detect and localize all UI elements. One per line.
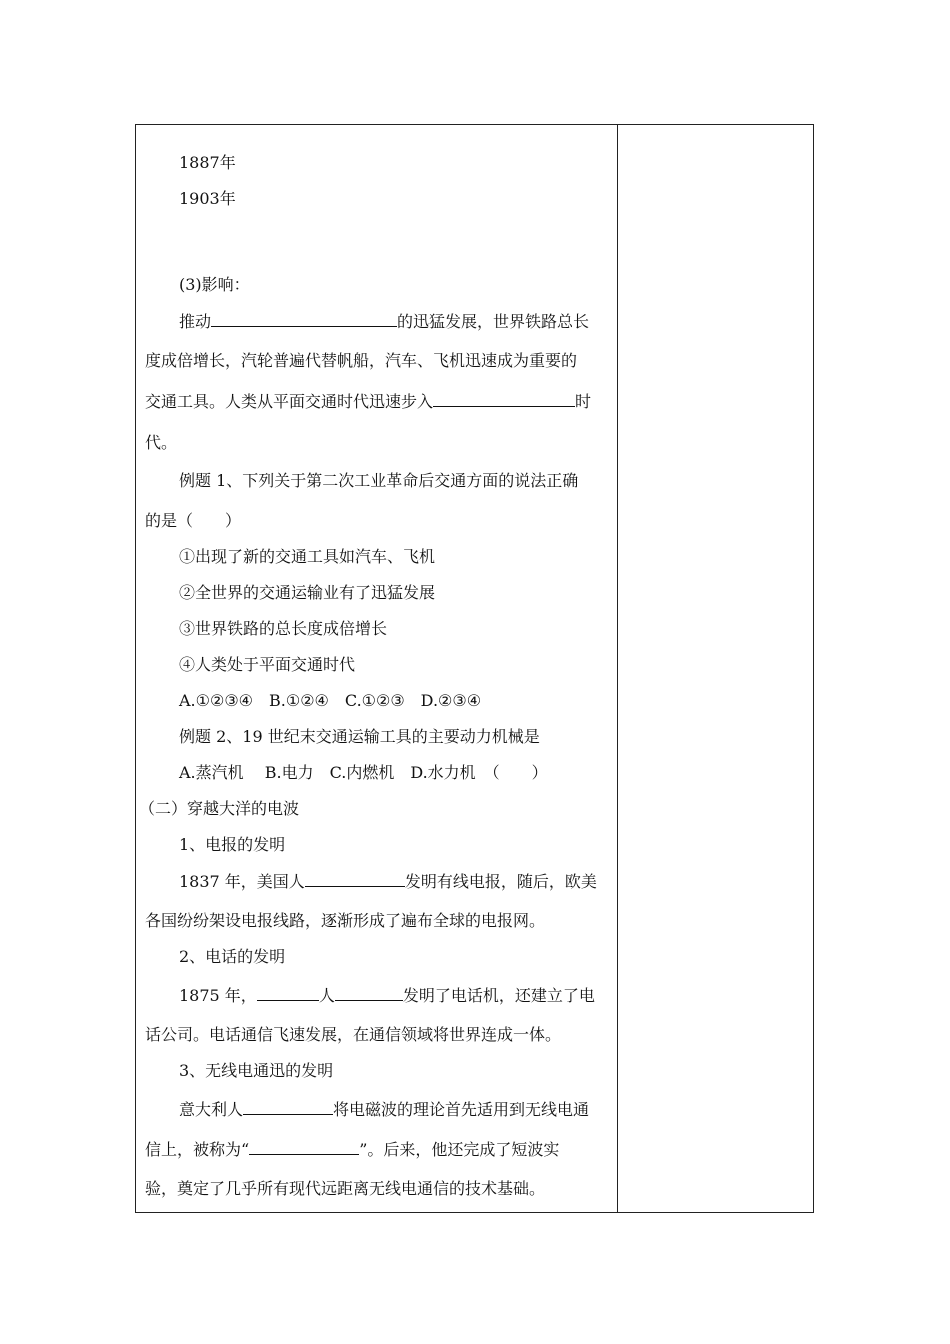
radio-heading: 3、无线电通迅的发明 [179,1061,334,1080]
telegraph-line-2: 各国纷纷架设电报线路，逐渐形成了遍布全球的电报网。 [145,911,546,930]
telegraph-heading: 1、电报的发明 [179,835,286,854]
impact-line-2: 度成倍增长，汽轮普遍代替帆船，汽车、飞机迅速成为重要的 [145,351,578,370]
example-1-line-1: 例题 1、下列关于第二次工业革命后交通方面的说法正确 [179,471,579,490]
blank-field[interactable] [433,391,575,407]
telegraph-line-1: 1837 年，美国人 发明有线电报，随后，欧美 [179,872,597,891]
impact-line-3: 交通工具。人类从平面交通时代迅速步入 时 [145,392,592,411]
year-1903: 1903年 [179,189,236,208]
radio-line-2: 信上，被称为“ ”。后来，他还完成了短波实 [145,1140,560,1159]
example-2-choices: A.蒸汽机 B.电力 C.内燃机 D.水力机 （ ） [179,763,548,782]
radio-line-1: 意大利人 将电磁波的理论首先适用到无线电通 [179,1100,590,1119]
telephone-heading: 2、电话的发明 [179,947,286,966]
example-1-choices: A.①②③④ B.①②④ C.①②③ D.②③④ [179,691,482,710]
option-4: ④人类处于平面交通时代 [179,655,356,674]
option-3: ③世界铁路的总长度成倍增长 [179,619,388,638]
blank-field[interactable] [249,1139,359,1155]
option-1: ①出现了新的交通工具如汽车、飞机 [179,547,436,566]
impact-heading: (3)影响： [179,275,250,294]
radio-line-3: 验，奠定了几乎所有现代远距离无线电通信的技术基础。 [145,1179,546,1198]
blank-field[interactable] [305,871,405,887]
telephone-line-1: 1875 年， 人 发明了电话机，还建立了电 [179,986,595,1005]
example-2-question: 例题 2、19 世纪末交通运输工具的主要动力机械是 [179,727,540,746]
example-1-line-2: 的是（ ） [145,511,242,530]
option-2: ②全世界的交通运输业有了迅猛发展 [179,583,436,602]
notes-column [618,125,813,1212]
impact-line-4: 代。 [145,433,178,452]
blank-field[interactable] [211,311,397,327]
section-2-heading: （二）穿越大洋的电波 [139,799,300,818]
year-1887: 1887年 [179,153,236,172]
blank-field[interactable] [257,985,319,1001]
blank-field[interactable] [335,985,403,1001]
impact-line-1: 推动 的迅猛发展，世界铁路总长 [179,312,590,331]
worksheet-table [135,124,814,1213]
telephone-line-2: 话公司。电话通信飞速发展，在通信领域将世界连成一体。 [145,1025,562,1044]
blank-field[interactable] [243,1099,333,1115]
